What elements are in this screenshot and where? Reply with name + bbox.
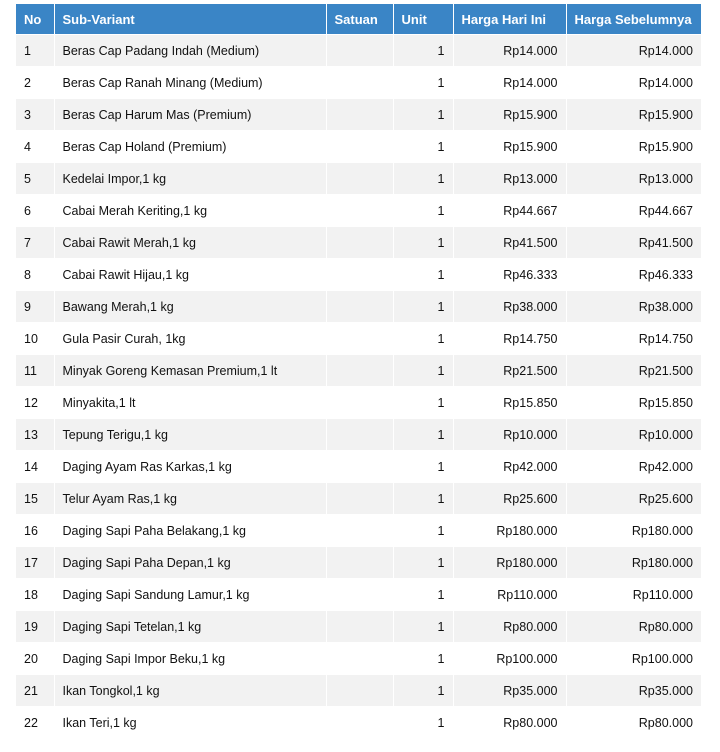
cell-satuan — [326, 99, 393, 131]
cell-harga-sebelumnya: Rp80.000 — [566, 611, 701, 643]
cell-no: 14 — [16, 451, 54, 483]
cell-sub-variant: Beras Cap Padang Indah (Medium) — [54, 35, 326, 67]
cell-sub-variant: Minyak Goreng Kemasan Premium,1 lt — [54, 355, 326, 387]
cell-harga-sebelumnya: Rp10.000 — [566, 419, 701, 451]
cell-sub-variant: Beras Cap Ranah Minang (Medium) — [54, 67, 326, 99]
cell-unit: 1 — [393, 195, 453, 227]
cell-sub-variant: Cabai Merah Keriting,1 kg — [54, 195, 326, 227]
cell-unit: 1 — [393, 259, 453, 291]
cell-no: 8 — [16, 259, 54, 291]
cell-harga-sebelumnya: Rp180.000 — [566, 515, 701, 547]
cell-sub-variant: Daging Sapi Paha Belakang,1 kg — [54, 515, 326, 547]
table-row — [16, 579, 701, 611]
cell-satuan — [326, 67, 393, 99]
table-row — [16, 451, 701, 483]
cell-harga-sebelumnya: Rp14.000 — [566, 35, 701, 67]
table-row — [16, 387, 701, 419]
cell-unit: 1 — [393, 323, 453, 355]
cell-unit: 1 — [393, 131, 453, 163]
cell-unit: 1 — [393, 515, 453, 547]
cell-harga-sebelumnya: Rp100.000 — [566, 643, 701, 675]
cell-harga-hari-ini: Rp10.000 — [453, 419, 566, 451]
cell-sub-variant: Telur Ayam Ras,1 kg — [54, 483, 326, 515]
cell-satuan — [326, 707, 393, 739]
cell-no: 18 — [16, 579, 54, 611]
cell-harga-sebelumnya: Rp35.000 — [566, 675, 701, 707]
cell-no: 12 — [16, 387, 54, 419]
table-row — [16, 643, 701, 675]
cell-harga-sebelumnya: Rp14.750 — [566, 323, 701, 355]
header-unit: Unit — [393, 4, 453, 35]
table-row — [16, 355, 701, 387]
price-table-container — [16, 4, 701, 738]
cell-sub-variant: Ikan Tongkol,1 kg — [54, 675, 326, 707]
cell-no: 16 — [16, 515, 54, 547]
cell-harga-hari-ini: Rp13.000 — [453, 163, 566, 195]
cell-no: 19 — [16, 611, 54, 643]
cell-sub-variant: Daging Sapi Impor Beku,1 kg — [54, 643, 326, 675]
cell-sub-variant: Daging Sapi Tetelan,1 kg — [54, 611, 326, 643]
cell-sub-variant: Gula Pasir Curah, 1kg — [54, 323, 326, 355]
cell-no: 11 — [16, 355, 54, 387]
cell-harga-hari-ini: Rp14.000 — [453, 35, 566, 67]
cell-no: 6 — [16, 195, 54, 227]
cell-satuan — [326, 259, 393, 291]
cell-satuan — [326, 323, 393, 355]
table-row — [16, 35, 701, 67]
cell-satuan — [326, 547, 393, 579]
table-row — [16, 131, 701, 163]
cell-harga-sebelumnya: Rp15.900 — [566, 131, 701, 163]
cell-satuan — [326, 515, 393, 547]
cell-harga-sebelumnya: Rp80.000 — [566, 707, 701, 739]
cell-sub-variant: Daging Sapi Paha Depan,1 kg — [54, 547, 326, 579]
cell-harga-hari-ini: Rp180.000 — [453, 515, 566, 547]
cell-harga-sebelumnya: Rp13.000 — [566, 163, 701, 195]
cell-harga-hari-ini: Rp35.000 — [453, 675, 566, 707]
cell-harga-sebelumnya: Rp44.667 — [566, 195, 701, 227]
cell-satuan — [326, 579, 393, 611]
table-row — [16, 547, 701, 579]
table-header-row — [16, 4, 701, 35]
cell-satuan — [326, 355, 393, 387]
header-no: No — [16, 4, 54, 35]
cell-satuan — [326, 131, 393, 163]
header-sub-variant: Sub-Variant — [54, 4, 326, 35]
cell-sub-variant: Daging Sapi Sandung Lamur,1 kg — [54, 579, 326, 611]
cell-sub-variant: Daging Ayam Ras Karkas,1 kg — [54, 451, 326, 483]
cell-harga-sebelumnya: Rp38.000 — [566, 291, 701, 323]
cell-harga-hari-ini: Rp180.000 — [453, 547, 566, 579]
cell-no: 4 — [16, 131, 54, 163]
cell-harga-hari-ini: Rp100.000 — [453, 643, 566, 675]
cell-satuan — [326, 611, 393, 643]
cell-no: 3 — [16, 99, 54, 131]
table-row — [16, 483, 701, 515]
cell-harga-hari-ini: Rp14.000 — [453, 67, 566, 99]
cell-satuan — [326, 35, 393, 67]
cell-unit: 1 — [393, 163, 453, 195]
cell-no: 15 — [16, 483, 54, 515]
table-row — [16, 611, 701, 643]
cell-no: 9 — [16, 291, 54, 323]
cell-no: 22 — [16, 707, 54, 739]
cell-harga-hari-ini: Rp15.900 — [453, 99, 566, 131]
header-satuan: Satuan — [326, 4, 393, 35]
cell-harga-hari-ini: Rp15.850 — [453, 387, 566, 419]
table-body — [16, 35, 701, 739]
table-row — [16, 419, 701, 451]
cell-unit: 1 — [393, 579, 453, 611]
cell-harga-hari-ini: Rp80.000 — [453, 707, 566, 739]
cell-no: 13 — [16, 419, 54, 451]
cell-unit: 1 — [393, 291, 453, 323]
cell-unit: 1 — [393, 99, 453, 131]
cell-unit: 1 — [393, 643, 453, 675]
cell-unit: 1 — [393, 483, 453, 515]
cell-no: 17 — [16, 547, 54, 579]
cell-sub-variant: Beras Cap Holand (Premium) — [54, 131, 326, 163]
cell-satuan — [326, 291, 393, 323]
cell-harga-sebelumnya: Rp110.000 — [566, 579, 701, 611]
cell-satuan — [326, 675, 393, 707]
table-row — [16, 707, 701, 739]
header-harga-sebelumnya: Harga Sebelumnya — [566, 4, 701, 35]
table-row — [16, 67, 701, 99]
cell-no: 2 — [16, 67, 54, 99]
cell-sub-variant: Kedelai Impor,1 kg — [54, 163, 326, 195]
cell-satuan — [326, 195, 393, 227]
cell-satuan — [326, 483, 393, 515]
cell-satuan — [326, 419, 393, 451]
cell-harga-hari-ini: Rp44.667 — [453, 195, 566, 227]
table-row — [16, 259, 701, 291]
cell-unit: 1 — [393, 387, 453, 419]
cell-harga-hari-ini: Rp42.000 — [453, 451, 566, 483]
cell-unit: 1 — [393, 611, 453, 643]
cell-harga-sebelumnya: Rp25.600 — [566, 483, 701, 515]
cell-sub-variant: Cabai Rawit Hijau,1 kg — [54, 259, 326, 291]
cell-sub-variant: Bawang Merah,1 kg — [54, 291, 326, 323]
cell-no: 20 — [16, 643, 54, 675]
cell-harga-sebelumnya: Rp21.500 — [566, 355, 701, 387]
header-harga-hari-ini: Harga Hari Ini — [453, 4, 566, 35]
cell-no: 21 — [16, 675, 54, 707]
table-row — [16, 195, 701, 227]
table-row — [16, 163, 701, 195]
cell-satuan — [326, 227, 393, 259]
cell-sub-variant: Minyakita,1 lt — [54, 387, 326, 419]
cell-harga-hari-ini: Rp14.750 — [453, 323, 566, 355]
cell-sub-variant: Beras Cap Harum Mas (Premium) — [54, 99, 326, 131]
price-table — [16, 4, 701, 738]
cell-unit: 1 — [393, 547, 453, 579]
cell-no: 10 — [16, 323, 54, 355]
cell-unit: 1 — [393, 355, 453, 387]
cell-sub-variant: Ikan Teri,1 kg — [54, 707, 326, 739]
cell-harga-hari-ini: Rp38.000 — [453, 291, 566, 323]
cell-no: 1 — [16, 35, 54, 67]
cell-harga-sebelumnya: Rp14.000 — [566, 67, 701, 99]
cell-unit: 1 — [393, 35, 453, 67]
cell-satuan — [326, 163, 393, 195]
cell-satuan — [326, 451, 393, 483]
cell-harga-sebelumnya: Rp15.850 — [566, 387, 701, 419]
cell-unit: 1 — [393, 227, 453, 259]
cell-sub-variant: Cabai Rawit Merah,1 kg — [54, 227, 326, 259]
cell-no: 7 — [16, 227, 54, 259]
table-row — [16, 291, 701, 323]
table-row — [16, 323, 701, 355]
cell-no: 5 — [16, 163, 54, 195]
cell-harga-sebelumnya: Rp46.333 — [566, 259, 701, 291]
table-row — [16, 227, 701, 259]
table-row — [16, 675, 701, 707]
cell-harga-sebelumnya: Rp41.500 — [566, 227, 701, 259]
cell-harga-hari-ini: Rp25.600 — [453, 483, 566, 515]
cell-satuan — [326, 643, 393, 675]
cell-harga-hari-ini: Rp110.000 — [453, 579, 566, 611]
cell-harga-sebelumnya: Rp42.000 — [566, 451, 701, 483]
table-row — [16, 515, 701, 547]
cell-harga-hari-ini: Rp80.000 — [453, 611, 566, 643]
table-row — [16, 99, 701, 131]
cell-unit: 1 — [393, 67, 453, 99]
cell-sub-variant: Tepung Terigu,1 kg — [54, 419, 326, 451]
cell-unit: 1 — [393, 451, 453, 483]
cell-harga-hari-ini: Rp21.500 — [453, 355, 566, 387]
cell-harga-hari-ini: Rp46.333 — [453, 259, 566, 291]
cell-unit: 1 — [393, 675, 453, 707]
cell-harga-hari-ini: Rp15.900 — [453, 131, 566, 163]
cell-unit: 1 — [393, 419, 453, 451]
cell-harga-sebelumnya: Rp15.900 — [566, 99, 701, 131]
cell-harga-sebelumnya: Rp180.000 — [566, 547, 701, 579]
cell-harga-hari-ini: Rp41.500 — [453, 227, 566, 259]
cell-satuan — [326, 387, 393, 419]
cell-unit: 1 — [393, 707, 453, 739]
